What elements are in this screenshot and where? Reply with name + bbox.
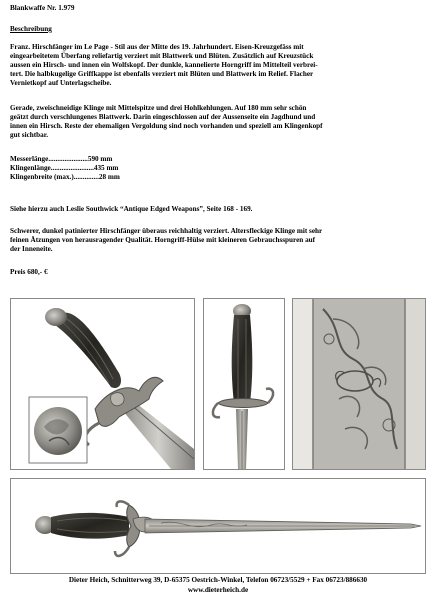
photo-hilt-side — [203, 298, 285, 470]
text-line: Schwerer, dunkel patinierter Hirschfänger überaus reichhaltig verziert. Altersfleckige Klinge mit sehr — [10, 227, 323, 235]
measurement-blade-length: Klingenlänge........................435 mm — [10, 164, 119, 172]
text-line: geätzt durch verschlungenes Blattwerk. Darin eingeschlossen auf der Aussenseite ein Jagdhund und — [10, 113, 316, 121]
text-line: Vernietkopf auf Unterlagscheibe. — [10, 79, 112, 87]
measurement-blade-total: Messerlänge......................590 mm — [10, 155, 113, 163]
reference-text: Siehe hierzu auch Leslie Southwick “Antique Edged Weapons”, Seite 168 - 169. — [10, 205, 253, 213]
measurements — [10, 155, 210, 182]
price-text: Preis 680,- € — [10, 268, 48, 276]
text-line: Franz. Hirschfänger im Le Page - Stil aus der Mitte des 19. Jahrhundert. Eisen-Kreuzgefäss mit — [10, 43, 304, 51]
text-line: aussen ein Hirsch- und innen ein Wolfskopf. Der dunkle, kannelierte Horngriff im Mittelteil verbrei- — [10, 61, 318, 69]
description-paragraph-1 — [10, 43, 428, 88]
text-line: Gerade, zweischneidige Klinge mit Mittelspitze und drei Hohlkehlungen. Auf 180 mm sehr schön — [10, 104, 307, 112]
footer-address: Dieter Heich, Schnitterweg 39, D-65375 Oestrich-Winkel, Telefon 06723/5529 + Fax 06723/886630 — [68, 576, 368, 584]
photo-blade-etching — [292, 298, 426, 470]
description-paragraph-3 — [10, 227, 428, 254]
description-heading: Beschreibung — [10, 25, 52, 33]
text-line: gut sichtbar. — [10, 131, 49, 139]
item-number: Blankwaffe Nr. 1.979 — [10, 4, 75, 12]
text-line: innen ein Hirsch. Reste der ehemaligen Vergoldung sind noch vorhanden und speziell am Klingenkopf — [10, 122, 323, 130]
text-line: tert. Die halbkugelige Griffkappe ist ebenfalls verziert mit Blüten und Blattwerk im Relief. Flacher — [10, 70, 314, 78]
footer-website[interactable]: www.dieterheich.de — [187, 586, 249, 594]
text-line: eingearbeitetem Überfang reliefartig verziert mit Blattwerk und Blüten. Zusätzlich auf Kreuzstück — [10, 52, 314, 60]
description-paragraph-2 — [10, 104, 428, 140]
photo-full-weapon — [10, 478, 426, 574]
text-line: feinen Ätzungen von herausragender Qualität. Horngriff-Hülse mit kleineren Gebrauchsspuren auf — [10, 236, 316, 244]
measurement-blade-width: Klingenbreite (max.)..............28 mm — [10, 173, 120, 181]
text-line: der Inneneite. — [10, 245, 53, 253]
photo-hilt-closeup — [10, 298, 195, 470]
